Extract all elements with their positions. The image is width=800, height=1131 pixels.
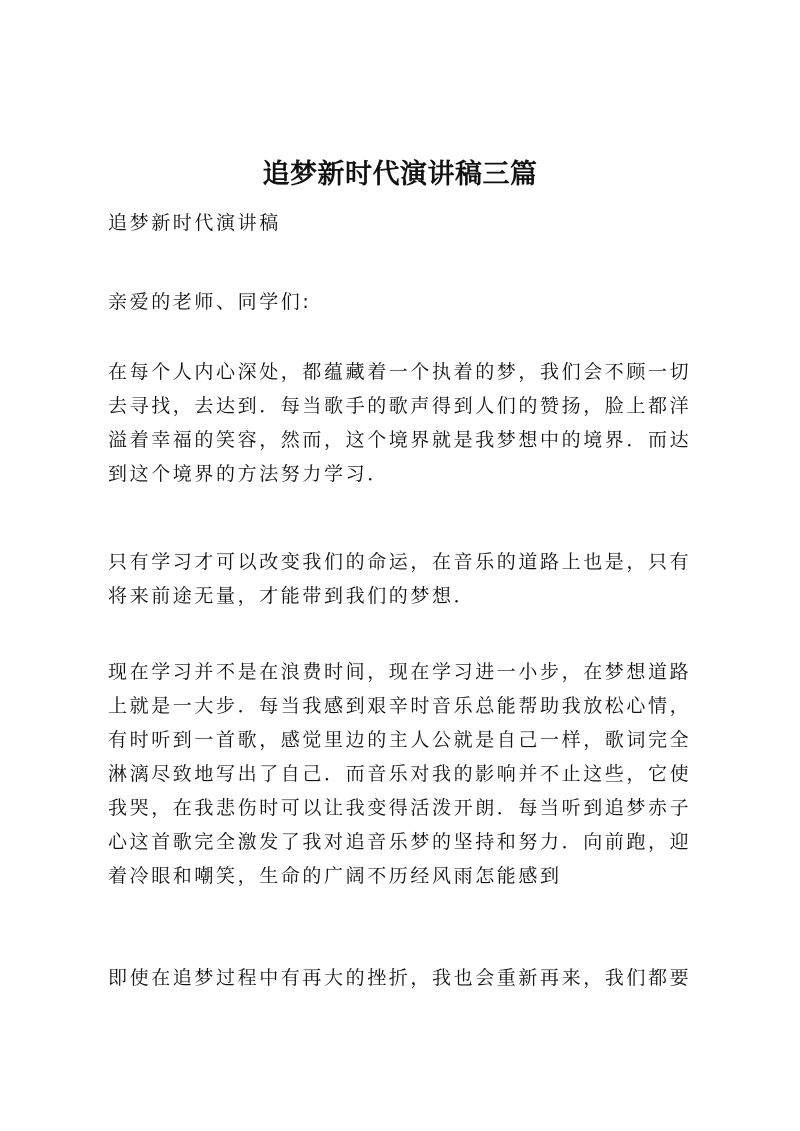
document-title: 追梦新时代演讲稿三篇 xyxy=(262,159,538,190)
document-subtitle: 追梦新时代演讲稿 xyxy=(108,212,281,234)
paragraph-1: 在每个人内心深处，都蕴藏着一个执着的梦，我们会不顾一切去寻找，去达到．每当歌手的歌声得到人们的赞扬，脸上都洋溢着幸福的笑容，然而，这个境界就是我梦想中的境界．而达到这个境界的方法努力学习． xyxy=(108,361,692,485)
paragraph-2: 只有学习才可以改变我们的命运，在音乐的道路上也是，只有将来前途无量，才能带到我们的梦想． xyxy=(108,551,692,607)
paragraph-3: 现在学习并不是在浪费时间，现在学习进一小步，在梦想道路上就是一大步．每当我感到艰辛时音乐总能帮助我放松心情，有时听到一首歌，感觉里边的主人公就是自己一样，歌词完全淋漓尽致地写出了自己．而音乐对我的影响并不止这些，它使我哭，在我悲伤时可以让我变得活泼开朗．每当听到追梦赤子心这首歌完全激发了我对追音乐梦的坚持和努力．向前跑，迎着冷眼和嘲笑，生命的广阔不历经风雨怎能感到 xyxy=(108,661,692,887)
paragraph-4: 即使在追梦过程中有再大的挫折，我也会重新再来，我们都要 xyxy=(108,967,692,989)
greeting-line: 亲爱的老师、同学们: xyxy=(108,291,312,313)
